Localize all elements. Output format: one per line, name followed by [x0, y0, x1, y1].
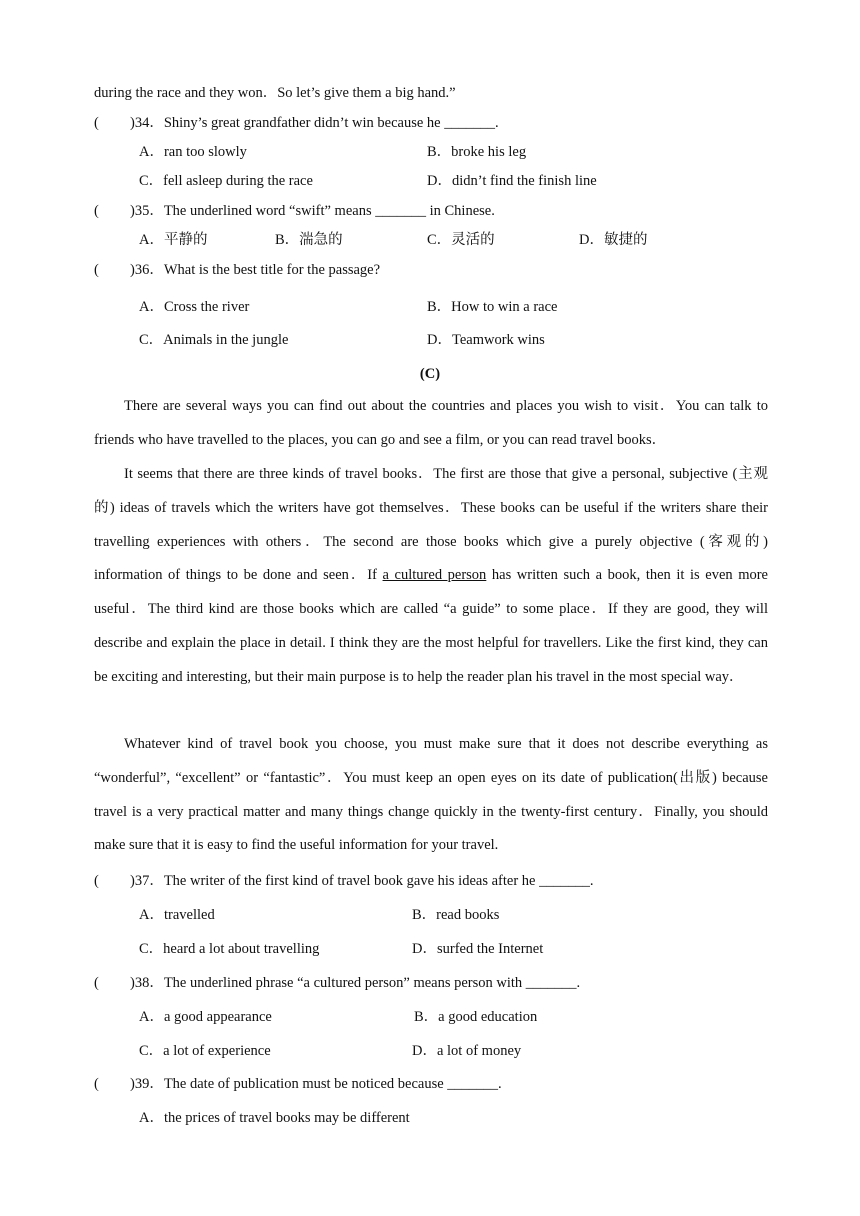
option-d: D．didn’t find the finish line	[427, 173, 597, 189]
question-text: )36．What is the best title for the passage?	[130, 262, 381, 278]
option-a: A．Cross the river	[139, 299, 250, 315]
question-37	[94, 872, 593, 890]
option-b: B．湍急的	[275, 232, 343, 248]
question-38	[94, 974, 580, 992]
question-text: )38．The underlined phrase “a cultured person” means person with _______.	[130, 975, 581, 991]
answer-blank[interactable]: (	[94, 1076, 99, 1092]
option-a: A．the prices of travel books may be different	[139, 1110, 410, 1126]
option-c: C．heard a lot about travelling	[139, 941, 320, 957]
question-text: )37．The writer of the first kind of travel book gave his ideas after he _______.	[130, 873, 594, 889]
passage-paragraph-2	[94, 458, 768, 695]
option-c: C．fell asleep during the race	[139, 173, 313, 189]
answer-blank[interactable]: (	[94, 203, 99, 219]
option-a: A．平静的	[139, 232, 208, 248]
option-d: D．a lot of money	[412, 1043, 522, 1059]
question-text: )35．The underlined word “swift” means _______ in Chinese.	[130, 203, 495, 219]
option-b: B．a good education	[414, 1009, 538, 1025]
underlined-phrase: a cultured person	[382, 567, 487, 584]
paragraph-text: has written such a book, then it is even more useful．The third kind are those books which are called “a guide” to some place．If they are good, they will describe and explain the place in detail. I think they are the most helpful for travellers. Like the first kind, they can be exciting and interesting, but their main purpose is to help the reader plan his travel in the most special way．	[94, 567, 768, 685]
question-35	[94, 202, 495, 220]
question-39	[94, 1075, 502, 1093]
option-d: D．Teamwork wins	[427, 332, 545, 348]
option-d: D．敏捷的	[579, 232, 648, 248]
option-c: C．Animals in the jungle	[139, 332, 289, 348]
option-a: A．a good appearance	[139, 1009, 272, 1025]
option-c: C．灵活的	[427, 232, 495, 248]
option-b: B．broke his leg	[427, 144, 527, 160]
option-a: A．travelled	[139, 907, 215, 923]
question-text: )34．Shiny’s great grandfather didn’t win because he _______.	[130, 115, 499, 131]
passage-paragraph-1: There are several ways you can find out about the countries and places you wish to visit．You can talk to friends who have travelled to the places, you can go and see a film, or you can read travel books．	[94, 398, 768, 448]
option-b: B．read books	[412, 907, 500, 923]
answer-blank[interactable]: (	[94, 873, 99, 889]
option-c: C．a lot of experience	[139, 1043, 271, 1059]
option-a: A．ran too slowly	[139, 144, 247, 160]
option-b: B．How to win a race	[427, 299, 558, 315]
option-d: D．surfed the Internet	[412, 941, 544, 957]
carry-over-line: during the race and they won．So let’s give them a big hand.”	[94, 85, 456, 101]
question-34	[94, 114, 499, 132]
section-heading: (C)	[419, 366, 441, 382]
answer-blank[interactable]: (	[94, 115, 99, 131]
question-36	[94, 261, 380, 279]
question-text: )39．The date of publication must be noticed because _______.	[130, 1076, 502, 1092]
passage-paragraph-3: Whatever kind of travel book you choose, you must make sure that it does not describe everything as “wonderful”, “excellent” or “fantastic”．You must keep an open eyes on its date of publication(出版) because travel is a very practical matter and many things change quickly in the twenty-first century．Finally, you should make sure that it is easy to find the useful information for your travel.	[94, 736, 768, 854]
answer-blank[interactable]: (	[94, 262, 99, 278]
paragraph-text: It seems that there are three kinds of travel books．The first are those that give a personal, subjective (主观的) ideas of travels which the writers have got themselves．These books can be useful if the writers share their travelling experiences with others．The second are those books which give a purely objective (客观的) information of things to be done and seen．If	[94, 466, 768, 584]
answer-blank[interactable]: (	[94, 975, 99, 991]
